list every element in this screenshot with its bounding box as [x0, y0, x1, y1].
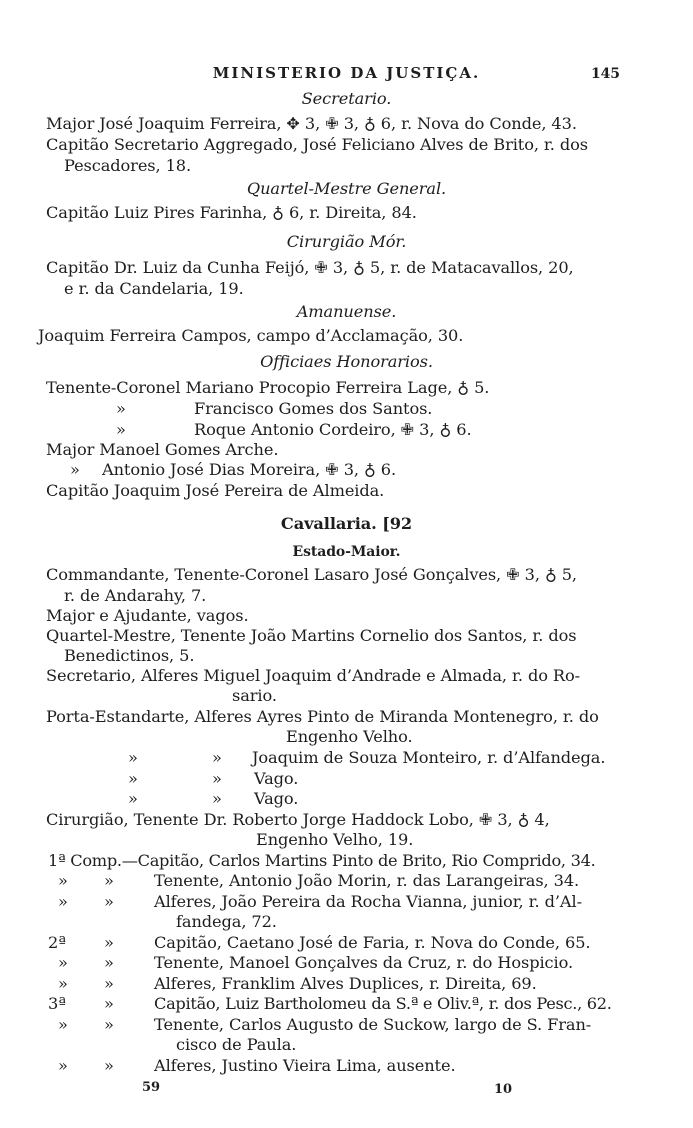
- signature-mark-right: 10: [494, 1082, 512, 1097]
- text-line: Benedictinos, 5.: [64, 646, 195, 665]
- text-line: cisco de Paula.: [176, 1035, 297, 1054]
- ditto-mark: »: [58, 974, 68, 993]
- text-line: Vago.: [254, 789, 299, 808]
- text-line: sario.: [232, 686, 277, 705]
- text-line: Capitão, Luiz Bartholomeu da S.ª e Oliv.ª, r. dos Pesc., 62.: [154, 994, 612, 1013]
- ditto-mark: »: [212, 789, 222, 808]
- text-line: Capitão Luiz Pires Farinha, ♁ 6, r. Direita, 84.: [46, 203, 417, 222]
- ditto-mark: »: [116, 420, 126, 439]
- page-number: 145: [591, 66, 620, 82]
- text-line: Major Manoel Gomes Arche.: [46, 440, 279, 459]
- section-heading: Officiaes Honorarios.: [260, 352, 433, 371]
- text-line: e r. da Candelaria, 19.: [64, 279, 244, 298]
- ditto-mark: »: [58, 892, 68, 911]
- text-line: Capitão Joaquim José Pereira de Almeida.: [46, 481, 385, 500]
- ditto-mark: »: [128, 789, 138, 808]
- text-line: Alferes, Justino Vieira Lima, ausente.: [154, 1056, 456, 1075]
- ditto-mark: »: [104, 1015, 114, 1034]
- signature-mark-left: 59: [142, 1080, 160, 1095]
- text-line: Quartel-Mestre, Tenente João Martins Cornelio dos Santos, r. dos: [46, 626, 577, 645]
- text-line: Francisco Gomes dos Santos.: [194, 399, 433, 418]
- ditto-mark: »: [58, 1015, 68, 1034]
- text-line: Cirurgião, Tenente Dr. Roberto Jorge Haddock Lobo, ✙ 3, ♁ 4,: [46, 810, 550, 829]
- text-line: Pescadores, 18.: [64, 156, 192, 175]
- text-line: Capitão, Caetano José de Faria, r. Nova do Conde, 65.: [154, 933, 591, 952]
- text-line: Tenente, Carlos Augusto de Suckow, largo de S. Fran-: [154, 1015, 592, 1034]
- ditto-mark: »: [212, 769, 222, 788]
- text-line: Capitão Dr. Luiz da Cunha Feijó, ✙ 3, ♁ 5, r. de Matacavallos, 20,: [46, 258, 574, 277]
- ditto-mark: »: [104, 892, 114, 911]
- text-line: Capitão Secretario Aggregado, José Feliciano Alves de Brito, r. dos: [46, 135, 588, 154]
- text-line: fandega, 72.: [176, 912, 277, 931]
- text-line: Roque Antonio Cordeiro, ✙ 3, ♁ 6.: [194, 420, 472, 439]
- text-line: Tenente, Manoel Gonçalves da Cruz, r. do Hospicio.: [154, 953, 573, 972]
- ditto-mark: »: [116, 399, 126, 418]
- text-line: Joaquim de Souza Monteiro, r. d’Alfandega.: [252, 748, 606, 767]
- section-heading: Quartel-Mestre General.: [246, 179, 447, 198]
- company-number: 3ª: [48, 994, 66, 1013]
- ditto-mark: »: [128, 769, 138, 788]
- text-line: Major José Joaquim Ferreira, ✥ 3, ✙ 3, ♁ 6, r. Nova do Conde, 43.: [46, 114, 577, 133]
- ditto-mark: »: [58, 953, 68, 972]
- text-line: Alferes, João Pereira da Rocha Vianna, junior, r. d’Al-: [154, 892, 582, 911]
- text-line: Vago.: [254, 769, 299, 788]
- page-header-title: MINISTERIO DA JUSTIÇA.: [212, 64, 481, 82]
- text-line: Major e Ajudante, vagos.: [46, 606, 249, 625]
- text-line: Alferes, Franklim Alves Duplices, r. Direita, 69.: [154, 974, 537, 993]
- text-line: Antonio José Dias Moreira, ✙ 3, ♁ 6.: [102, 460, 397, 479]
- text-line: Tenente-Coronel Mariano Procopio Ferreira Lage, ♁ 5.: [46, 378, 490, 397]
- ditto-mark: »: [58, 871, 68, 890]
- text-line: 1ª Comp.—Capitão, Carlos Martins Pinto de Brito, Rio Comprido, 34.: [48, 851, 596, 870]
- ditto-mark: »: [70, 460, 80, 479]
- ditto-mark: »: [104, 974, 114, 993]
- text-line: Porta-Estandarte, Alferes Ayres Pinto de Miranda Montenegro, r. do: [46, 707, 599, 726]
- ditto-mark: »: [104, 994, 114, 1013]
- section-heading: Cirurgião Mór.: [286, 232, 407, 251]
- text-line: Engenho Velho, 19.: [256, 830, 414, 849]
- company-number: 2ª: [48, 933, 66, 952]
- ditto-mark: »: [104, 933, 114, 952]
- text-line: Commandante, Tenente-Coronel Lasaro José Gonçalves, ✙ 3, ♁ 5,: [46, 565, 577, 584]
- section-heading: Secretario.: [301, 89, 392, 108]
- ditto-mark: »: [128, 748, 138, 767]
- text-line: Engenho Velho.: [286, 727, 413, 746]
- section-title: Cavallaria. [92: [280, 514, 413, 533]
- text-line: Joaquim Ferreira Campos, campo d’Acclamação, 30.: [38, 326, 464, 345]
- ditto-mark: »: [104, 1056, 114, 1075]
- ditto-mark: »: [104, 953, 114, 972]
- text-line: r. de Andarahy, 7.: [64, 586, 207, 605]
- ditto-mark: »: [104, 871, 114, 890]
- text-line: Secretario, Alferes Miguel Joaquim d’Andrade e Almada, r. do Ro-: [46, 666, 581, 685]
- section-heading: Amanuense.: [296, 302, 397, 321]
- section-subtitle: Estado-Maior.: [292, 544, 401, 560]
- ditto-mark: »: [212, 748, 222, 767]
- text-line: Tenente, Antonio João Morin, r. das Larangeiras, 34.: [154, 871, 580, 890]
- ditto-mark: »: [58, 1056, 68, 1075]
